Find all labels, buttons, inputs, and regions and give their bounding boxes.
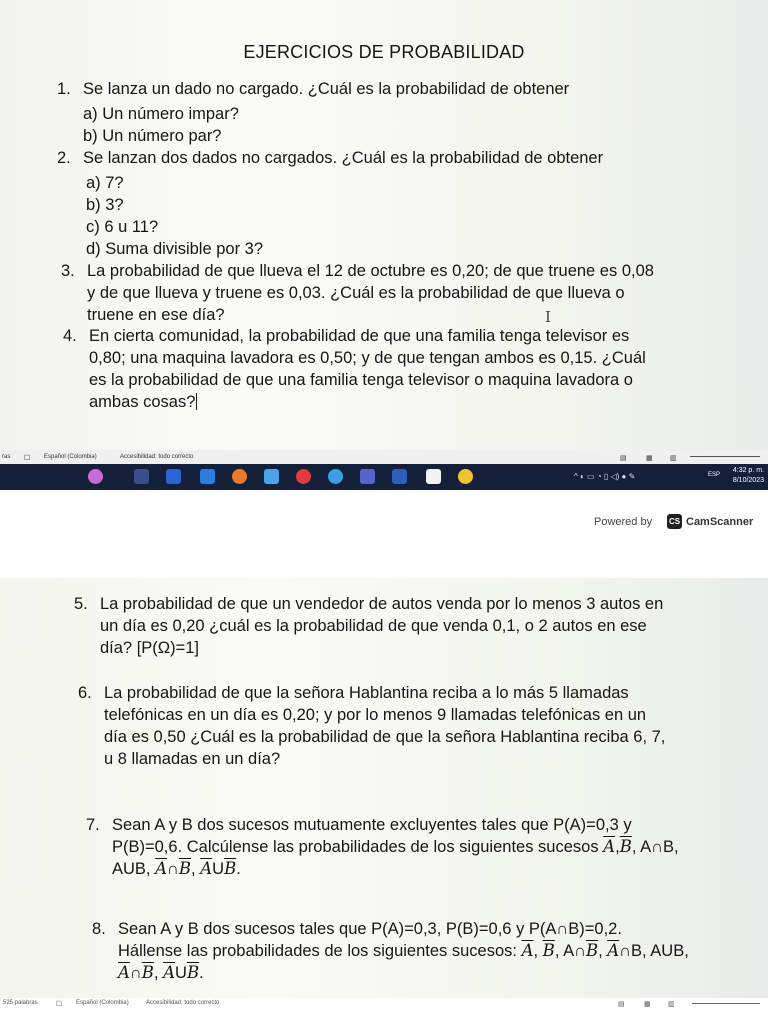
event-not-b: $\overline{B}$ [186,963,200,982]
read-mode-icon[interactable]: ▤ [618,1001,625,1008]
camscanner-brand: CamScanner [686,516,754,528]
word-count[interactable]: 525 palabras [3,1000,38,1006]
question-8 [92,918,712,984]
print-layout-icon[interactable]: ▦ [646,455,653,462]
question-line: u 8 llamadas en un día? [104,750,281,768]
question-line: En cierta comunidad, la probabilidad de que una familia tenga televisor es [89,327,630,345]
period: . [199,964,204,982]
chrome-icon[interactable] [458,469,473,484]
question-5 [74,593,744,659]
period: . [236,860,241,878]
print-layout-icon[interactable]: ▦ [644,1001,651,1008]
event-not-b: $\overline{B}$ [141,963,154,982]
option-2b: b) 3? [86,196,124,214]
question-number: 6. [78,684,92,702]
question-line: día? [P(Ω)=1] [100,639,200,657]
event-not-a: $\overline{A}$ [607,941,620,960]
question-number: 4. [63,327,77,345]
chrome-alt-icon[interactable] [328,469,343,484]
document-page-2 [0,578,768,998]
word-status-bar [0,450,768,464]
clock[interactable] [733,466,764,486]
intersection-symbol: ∩ [129,964,142,982]
question-line: Sean A y B dos sucesos tales que P(A)=0,3, P(B)=0,6 y P(A∩B)=0,2. [118,920,622,938]
mail-icon[interactable] [200,469,215,484]
question-line: es la probabilidad de que una familia tenga televisor o maquina lavadora o [89,371,633,389]
event-not-b: $\overline{B}$ [619,837,632,856]
word-icon[interactable] [392,469,407,484]
document-icon[interactable] [426,469,441,484]
separator: , [533,942,543,960]
separator: , [153,964,164,982]
question-text: Se lanzan dos dados no cargados. ¿Cuál es la probabilidad de obtener [83,149,604,167]
event-not-a: $\overline{A}$ [200,859,213,878]
proofing-icon[interactable]: ☐ [56,1001,63,1008]
start-flower-icon[interactable] [88,469,103,484]
input-language[interactable]: ESP [707,472,720,478]
intersection-symbol: ∩ [167,860,179,878]
question-line: día es 0,50 ¿Cuál es la probabilidad de que la señora Hablantina reciba 6, 7, [104,728,666,746]
windows-taskbar [0,464,768,490]
question-number: 7. [86,816,100,834]
question-2 [57,147,737,169]
event-not-a: $\overline{A}$ [163,963,176,982]
option-2c: c) 6 u 11? [86,218,159,236]
firefox-icon[interactable] [232,469,247,484]
language-status[interactable]: Español (Colombia) [44,454,97,460]
event-not-a: $\overline{A}$ [155,859,168,878]
question-line [92,940,712,962]
question-line [86,858,716,880]
web-layout-icon[interactable]: ▥ [668,1001,675,1008]
question-line-text: Hállense las probabilidades de los siguientes sucesos: [118,942,522,960]
question-number: 8. [92,920,106,938]
ibeam-cursor-icon: I [545,308,551,326]
event-not-b: $\overline{B}$ [178,859,192,878]
separator: , [615,838,620,856]
document-page-1 [0,0,768,450]
question-7 [86,814,716,880]
language-status[interactable]: Español (Colombia) [76,1000,129,1006]
page-title: EJERCICIOS DE PROBABILIDAD [243,42,525,62]
question-number: 2. [57,149,71,167]
question-3 [61,260,721,326]
opera-icon[interactable] [296,469,311,484]
question-line-text: AUB, [112,860,156,878]
question-line: ambas cosas? [89,393,196,411]
event-not-a: $\overline{A}$ [521,941,534,960]
question-line: un día es 0,20 ¿cuál es la probabilidad de que venda 0,1, o 2 autos en ese [100,617,647,635]
union-symbol: U [212,860,225,878]
event-a-and-b: , A∩B, [631,838,679,856]
system-tray-icons[interactable]: ^ ◐ ▭ ◔ ▯ ◁) ● ✎ [574,472,636,481]
word-count[interactable]: ras [2,454,11,460]
option-1a: a) Un número impar? [83,105,239,123]
question-number: 3. [61,262,75,280]
event-a-and: , A∩ [554,942,586,960]
teams-icon[interactable] [360,469,375,484]
event-not-b: $\overline{B}$ [224,859,237,878]
option-1b: b) Un número par? [83,127,222,145]
read-mode-icon[interactable]: ▤ [620,455,627,462]
proofing-icon[interactable]: ☐ [24,455,31,462]
question-1 [57,78,737,100]
word-status-bar-2 [0,998,768,1010]
zoom-slider[interactable] [690,456,760,457]
question-number: 1. [57,80,71,98]
powered-by-label: Powered by [594,516,653,528]
question-line-text: P(B)=0,6. Calcúlense las probabilidades de los siguientes sucesos [112,838,604,856]
web-layout-icon[interactable]: ▥ [670,455,677,462]
accessibility-status[interactable]: Accesibilidad: todo correcto [146,1000,220,1006]
camscanner-logo-icon: CS [667,514,682,529]
question-line: 0,80; una maquina lavadora es 0,50; y de que tengan ambos es 0,15. ¿Cuál [89,349,646,367]
clock-date: 8/10/2023 [732,477,764,484]
question-number: 5. [74,595,88,613]
question-line: truene en ese día? [87,306,225,324]
separator: , [191,860,196,878]
question-line: La probabilidad de que la señora Hablantina reciba a lo más 5 llamadas [104,684,629,702]
event-and-b-union: ∩B, AUB, [619,942,689,960]
zoom-slider[interactable] [692,1003,760,1004]
task-view-icon[interactable] [134,469,149,484]
option-2a: a) 7? [86,174,124,192]
question-line [92,962,712,984]
event-not-b: $\overline{B}$ [585,941,599,960]
question-line: y de que llueva y truene es 0,03. ¿Cuál es la probabilidad de que llueva o [87,284,625,302]
union-symbol: U [175,964,187,982]
separator: , [598,942,608,960]
event-not-a: $\overline{A}$ [603,837,616,856]
event-not-b: $\overline{B}$ [542,941,555,960]
question-4 [63,325,723,413]
option-2d: d) Suma divisible por 3? [86,240,264,258]
explorer-icon[interactable] [166,469,181,484]
question-line [86,836,716,858]
text-cursor [196,393,197,410]
clock-time: 4:32 p. m. [732,467,764,474]
edge-icon[interactable] [264,469,279,484]
question-line: telefónicas en un día es 0,20; y por lo menos 9 llamadas telefónicas en un [104,706,647,724]
event-not-a: $\overline{A}$ [118,963,130,982]
question-line: La probabilidad de que llueva el 12 de octubre es 0,20; de que truene es 0,08 [87,262,654,280]
question-line: La probabilidad de que un vendedor de autos venda por lo menos 3 autos en [100,595,664,613]
question-6 [78,682,718,770]
question-text: Se lanza un dado no cargado. ¿Cuál es la probabilidad de obtener [83,80,570,98]
question-line: Sean A y B dos sucesos mutuamente excluyentes tales que P(A)=0,3 y [112,816,632,834]
accessibility-status[interactable]: Accesibilidad: todo correcto [120,454,194,460]
